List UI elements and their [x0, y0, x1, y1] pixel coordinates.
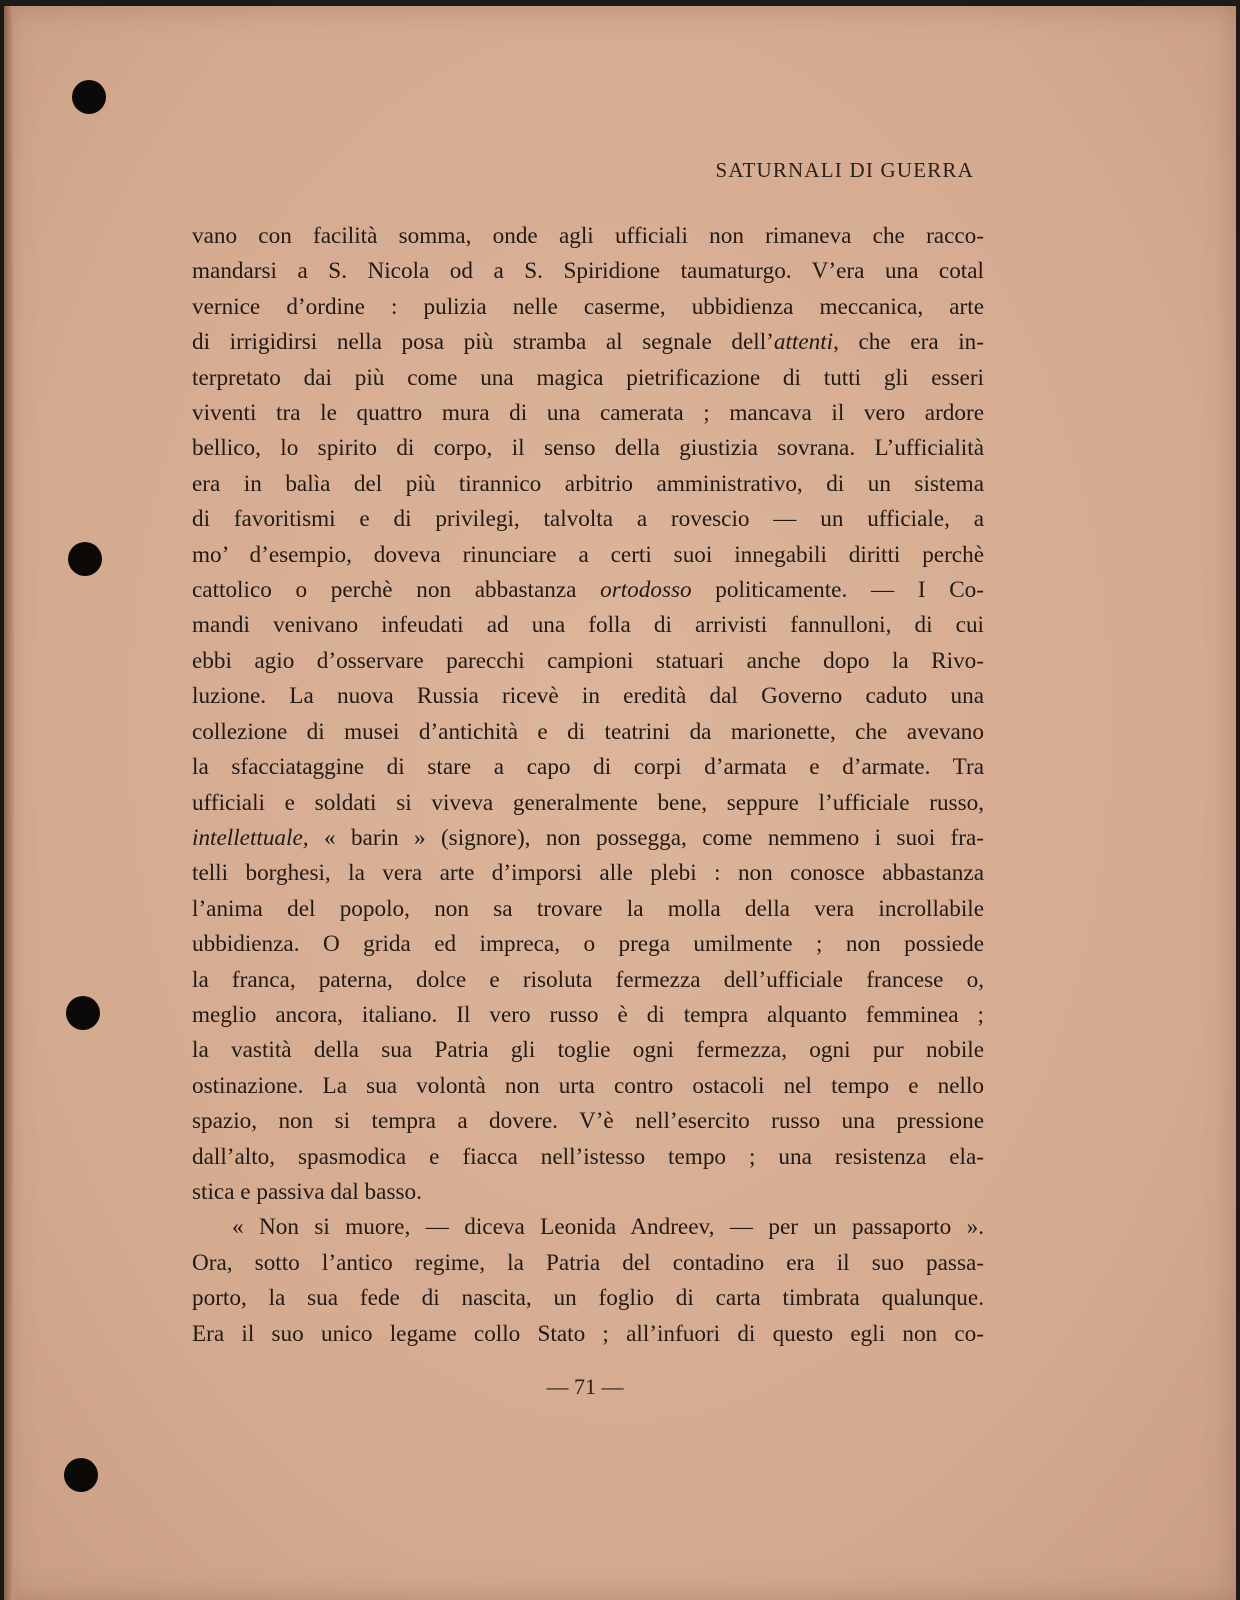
text-line: era in balìa del più tirannico arbitrio amministrativo, di un sistema	[192, 470, 984, 497]
text-line	[192, 325, 984, 360]
text-line: collezione di musei d’antichità e di teatrini da marionette, che avevano	[192, 718, 984, 745]
text-line: vernice d’ordine : pulizia nelle caserme, ubbidienza meccanica, arte	[192, 293, 984, 320]
text-line: terpretato dai più come una magica pietrificazione di tutti gli esseri	[192, 364, 984, 391]
page-number: — 71 —	[546, 1374, 624, 1399]
text-line: viventi tra le quattro mura di una camerata ; mancava il vero ardore	[192, 400, 984, 427]
text-line: la sfacciataggine di stare a capo di corpi d’armata e d’armate. Tra	[192, 754, 984, 781]
scanned-page	[4, 6, 1236, 1600]
text-line: ubbidienza. O grida ed impreca, o prega umilmente ; non possiede	[192, 931, 984, 958]
text-segment: cattolico o perchè non abbastanza	[192, 577, 601, 604]
text-line: ebbi agio d’osservare parecchi campioni statuari anche dopo la Rivo-	[192, 647, 984, 674]
text-line: di favoritismi e di privilegi, talvolta a rovescio — un ufficiale, a	[192, 506, 984, 533]
binder-hole	[72, 80, 106, 114]
text-line: la franca, paterna, dolce e risoluta fermezza dell’ufficiale francese o,	[192, 966, 984, 993]
text-line: spazio, non si tempra a dovere. V’è nell’esercito russo una pressione	[192, 1108, 984, 1135]
text-line: vano con facilità somma, onde agli ufficiali non rimaneva che racco-	[192, 223, 984, 249]
text-line: « Non si muore, — diceva Leonida Andreev, — per un passaporto ».	[232, 1214, 984, 1241]
text-line: porto, la sua fede di nascita, un foglio di carta timbrata qualunque.	[192, 1285, 984, 1312]
binder-hole	[68, 542, 102, 576]
italic-term: attenti	[773, 329, 834, 356]
italic-term: ortodosso	[600, 577, 692, 604]
binder-hole	[66, 996, 100, 1030]
italic-term: intellettuale,	[192, 824, 309, 851]
text-line: mandi venivano infeudati ad una folla di arrivisti fannulloni, di cui	[192, 612, 984, 639]
text-segment: , che era in-	[833, 329, 984, 356]
text-line	[192, 821, 984, 856]
text-line: bellico, lo spirito di corpo, il senso della giustizia sovrana. L’ufficialità	[192, 435, 984, 462]
text-line	[192, 573, 984, 608]
text-line: ufficiali e soldati si viveva generalmente bene, seppure l’ufficiale russo,	[192, 789, 984, 816]
running-header: SATURNALI DI GUERRA	[715, 158, 974, 182]
binder-hole	[64, 1458, 98, 1492]
page-edge	[4, 6, 14, 1600]
text-line: Era il suo unico legame collo Stato ; all’infuori di questo egli non co-	[192, 1320, 984, 1347]
text-segment: politicamente. — I Co-	[691, 577, 984, 604]
text-line: mo’ d’esempio, doveva rinunciare a certi suoi innegabili diritti perchè	[192, 541, 984, 568]
text-line: dall’alto, spasmodica e fiacca nell’istesso tempo ; una resistenza ela-	[192, 1143, 984, 1170]
body-text	[192, 219, 984, 1352]
text-line: l’anima del popolo, non sa trovare la molla della vera incrollabile	[192, 895, 984, 922]
text-line: mandarsi a S. Nicola od a S. Spiridione taumaturgo. V’era una cotal	[192, 258, 984, 285]
text-segment: « barin » (signore), non possegga, come nemmeno i suoi fra-	[308, 824, 984, 851]
text-line: la vastità della sua Patria gli toglie ogni fermezza, ogni pur nobile	[192, 1037, 984, 1064]
text-line: stica e passiva dal basso.	[192, 1178, 422, 1205]
text-line: meglio ancora, italiano. Il vero russo è di tempra alquanto femminea ;	[192, 1001, 984, 1028]
text-line: Ora, sotto l’antico regime, la Patria del contadino era il suo passa-	[192, 1249, 984, 1276]
text-line: ostinazione. La sua volontà non urta contro ostacoli nel tempo e nello	[192, 1072, 984, 1099]
text-line: telli borghesi, la vera arte d’imporsi alle plebi : non conosce abbastanza	[192, 860, 984, 887]
text-segment: di irrigidirsi nella posa più stramba al segnale dell’	[192, 329, 774, 356]
text-line: luzione. La nuova Russia ricevè in eredità dal Governo caduto una	[192, 683, 984, 710]
